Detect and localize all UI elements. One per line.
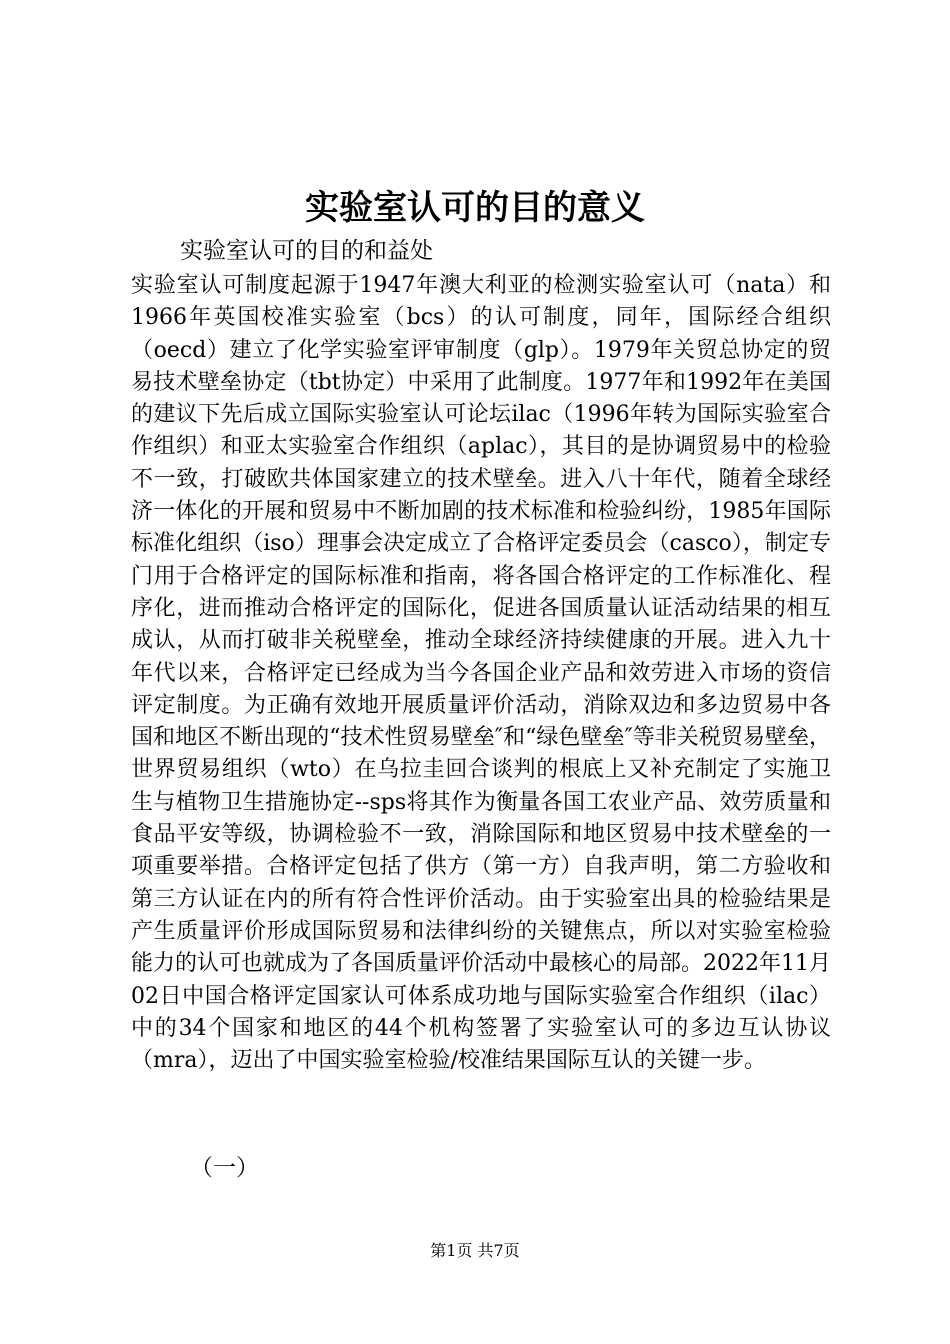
- body-paragraph-container: [131, 238, 831, 1077]
- body-paragraph: 实验室认可制度起源于1947年澳大利亚的检测实验室认可（nata）和1966年英国校准实验室（bcs）的认可制度，同年，国际经合组织（oecd）建立了化学实验室评审制度（glp）。1979年关贸总协定的贸易技术壁垒协定（tbt协定）中采用了此制度。1977年和1992年在美国的建议下先后成立国际实验室认可论坛ilac（1996年转为国际实验室合作组织）和亚太实验室合作组织（aplac），其目的是协调贸易中的检验不一致，打破欧共体国家建立的技术壁垒。进入八十年代，随着全球经济一体化的开展和贸易中不断加剧的技术标准和检验纠纷，1985年国际标准化组织（iso）理事会决定成立了合格评定委员会（casco），制定专门用于合格评定的国际标准和指南，将各国合格评定的工作标准化、程序化，进而推动合格评定的国际化，促进各国质量认证活动结果的相互成认，从而打破非关税壁垒，推动全球经济持续健康的开展。进入九十年代以来，合格评定已经成为当今各国企业产品和效劳进入市场的资信评定制度。为正确有效地开展质量评价活动，消除双边和多边贸易中各国和地区不断出现的“技术性贸易壁垒″和“绿色壁垒″等非关税贸易壁垒，世界贸易组织（wto）在乌拉圭回合谈判的根底上又补充制定了实施卫生与植物卫生措施协定--sps将其作为衡量各国工农业产品、效劳质量和食品平安等级，协调检验不一致，消除国际和地区贸易中技术壁垒的一项重要举措。合格评定包括了供方（第一方）自我声明，第二方验收和第三方认证在内的所有符合性评价活动。由于实验室出具的检验结果是产生质量评价形成国际贸易和法律纠纷的关键焦点，所以对实验室检验能力的认可也就成为了各国质量评价活动中最核心的局部。2022年11月02日中国合格评定国家认可体系成功地与国际实验室合作组织（ilac）中的34个国家和地区的44个机构签署了实验室认可的多边互认协议（mra），迈出了中国实验室检验/校准结果国际互认的关键一步。: [131, 273, 831, 1074]
- document-subtitle: 实验室认可的目的和益处: [180, 238, 433, 264]
- subtitle-spacer: [131, 238, 831, 270]
- section-marker: （一）: [190, 1155, 259, 1181]
- page-footer: 第1页 共7页: [430, 1241, 520, 1260]
- document-title: 实验室认可的目的意义: [305, 188, 645, 228]
